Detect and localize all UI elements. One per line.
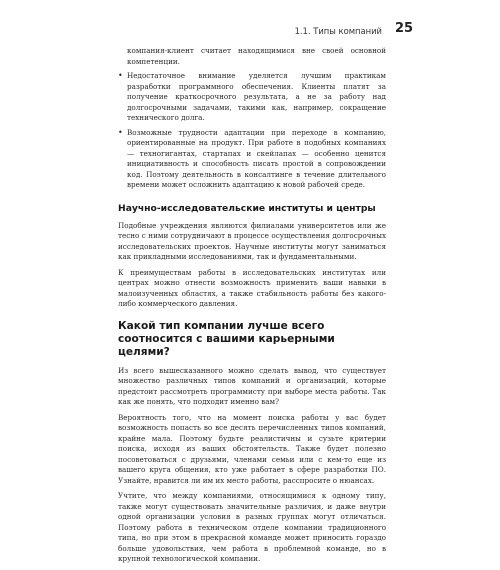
bullet-text: Недостаточное внимание уделяется лучшим практикам разработки программного обеспечения. Клиенты платят за получение краткосрочного результата, а не за работу над долгосрочными задачами, такими как, например, сокращение технического долга.	[127, 71, 386, 122]
paragraph: Вероятность того, что на момент поиска работы у вас будет возможность попасть во все десять перечисленных типов компаний, крайне мала. Поэтому будьте реалистичны и сузьте критерии поиска, исходя из ваших обстоятельств. Также будет полезно посоветоваться с друзьями, членами семьи или с кем-то еще из вашего круга общения, кто уже работает в сфере разработки ПО. Узнайте, нравится ли им их место работы, расспросите о нюансах.	[118, 412, 386, 485]
paragraph: Учтите, что между компаниями, относящимися к одному типу, также могут существовать значительные различия, и даже внутри одной организации условия в разных группах могут отличаться. Поэтому работа в техническом отделе компании традиционного типа, но при этом в прекрасной команде может приносить гораздо больше удовольствия, чем работа в проблемной команде, но в крупной технологической компании.	[118, 491, 386, 563]
paragraph: Из всего вышесказанного можно сделать вывод, что существует множество различных типов компаний и организаций, которые предстоит рассмотреть программисту при выборе места работы. Так как же понять, что подходит именно вам?	[118, 365, 386, 406]
bullet-icon: •	[118, 127, 123, 137]
bullet-icon: •	[118, 71, 123, 80]
bullet-item	[118, 71, 386, 124]
running-head-title: 1.1. Типы компаний	[294, 26, 382, 36]
bullet-text: Возможные трудности адаптации при переходе в компанию, ориентированные на продукт. При работе в подобных компаниях — техногигантах, стартапах и скейлапах — особенно ценится инициативность и способность писать простой в сопровождении код. Поэтому деятельность в консалтинге в течение длительного времени может осложнить адаптацию к новой рабочей среде.	[127, 127, 386, 189]
continued-bullet-text: компания-клиент считает находящимися вне своей основной компетенции.	[127, 46, 386, 66]
paragraph: К преимуществам работы в исследовательских институтах или центрах можно отнести возможность применить ваши навыки в малоизученных областях, а также стабильность работы без какого-либо коммерческого давления.	[118, 267, 386, 308]
bullet-list	[118, 71, 386, 191]
paragraph: Подобные учреждения являются филиалами университетов или же тесно с ними сотрудничают в процессе осуществления долгосрочных исследовательских проектов. Научные институты могут заниматься как прикладными исследованиями, так и фундаментальными.	[118, 220, 386, 261]
page-body	[118, 46, 386, 570]
section-heading-research-institutes: Научно-исследовательские институты и центры	[118, 202, 376, 214]
bullet-item	[118, 128, 386, 191]
page-number: 25	[395, 21, 414, 36]
section-heading-career-goals: Какой тип компании лучше всего соотносится с вашими карьерными целями?	[118, 319, 335, 358]
